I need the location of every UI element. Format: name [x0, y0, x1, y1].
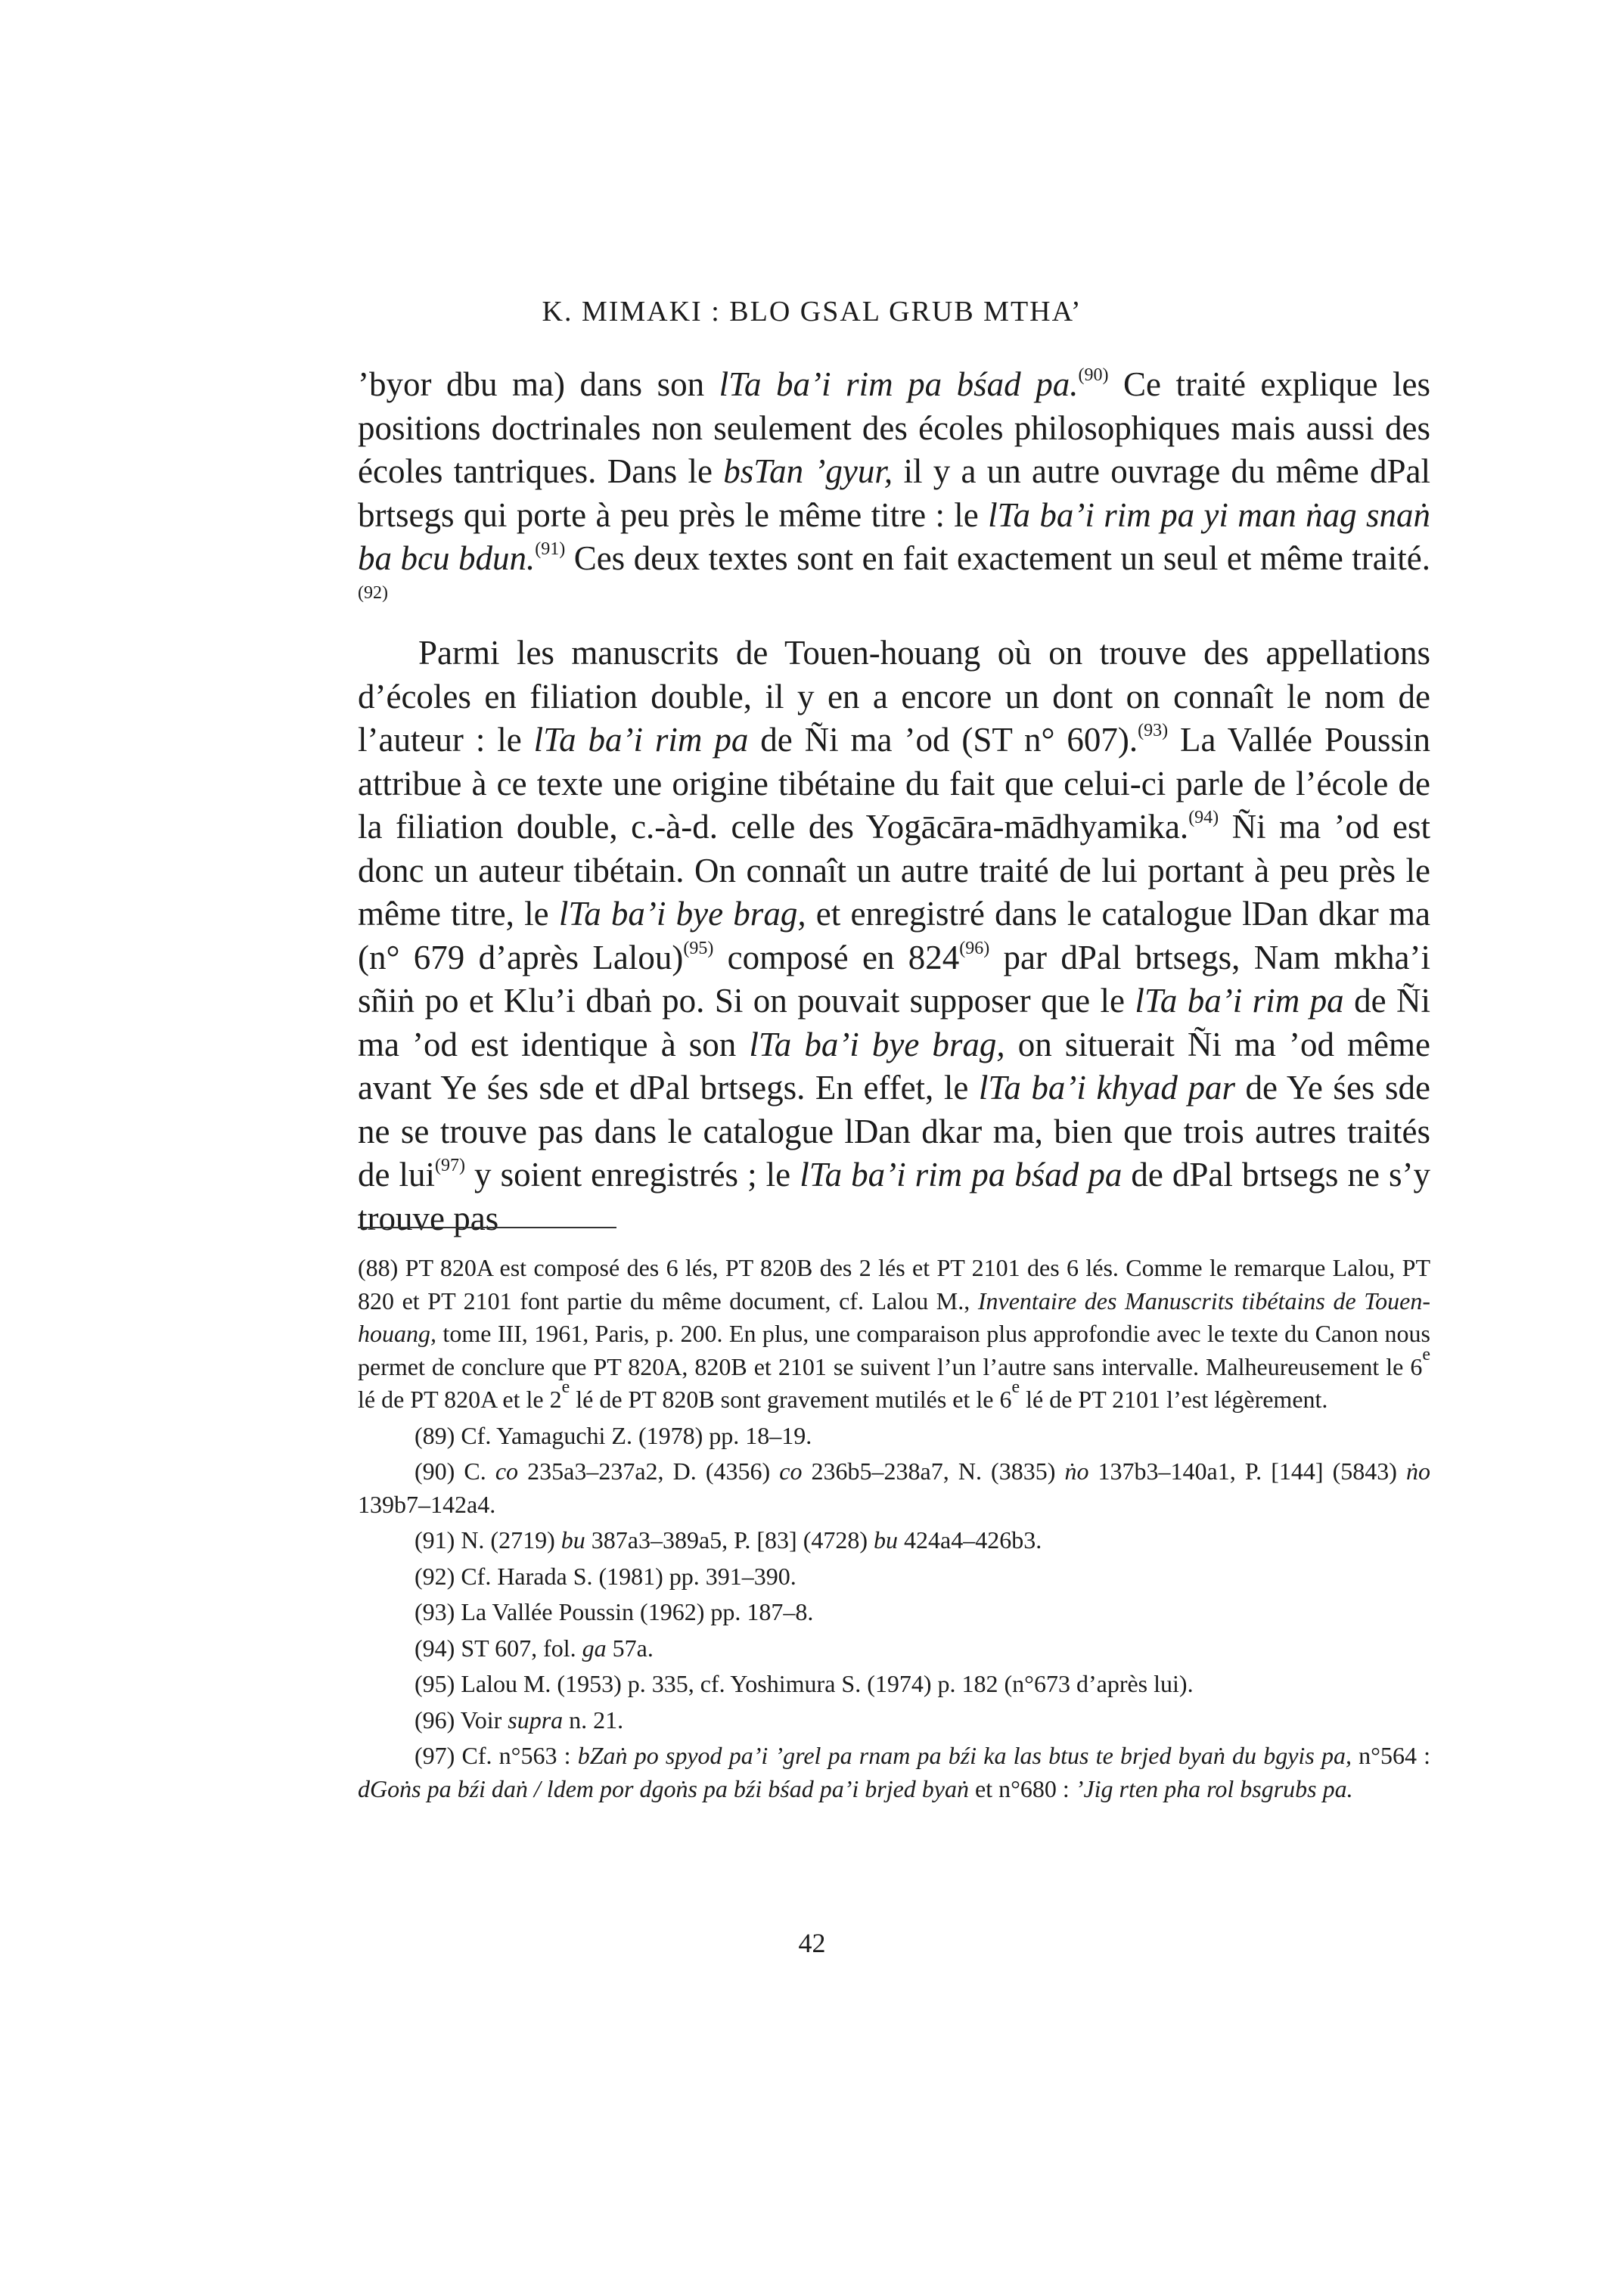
- title-ref: lTa ba’i rim pa yi man ṅag snaṅ ba bcu bdun.: [358, 495, 1430, 577]
- footnote-95: (95) Lalou M. (1953) p. 335, cf. Yoshimura S. (1974) p. 182 (n°673 d’après lui).: [415, 1670, 1194, 1697]
- footnote-ref-97[interactable]: (97): [435, 1156, 466, 1175]
- footnote-ref-93[interactable]: (93): [1138, 721, 1169, 740]
- footnote-ref-94[interactable]: (94): [1188, 808, 1219, 827]
- footnote-separator: [358, 1227, 616, 1228]
- footnote-88: (88) PT 820A est composé des 6 lés, PT 820B des 2 lés et PT 2101 des 6 lés. Comme le remarque Lalou, PT 820 et PT 2101 font partie du même document, cf. Lalou M., Inventaire des Manuscrits tibétains de Touen-houang, tome III, 1961, Paris, p. 200. En plus, une comparaison plus approfondie avec le texte du Canon nous permet de conclure que PT 820A, 820B et 2101 se suivent l’un l’autre sans intervalle. Malheureusement le 6e lé de PT 820A et le 2e lé de PT 820B sont gravement mutilés et le 6e lé de PT 2101 l’est légèrement.: [358, 1254, 1431, 1413]
- title-ref: lTa ba’i rim pa: [533, 721, 749, 759]
- footnote-ref-96[interactable]: (96): [959, 938, 990, 958]
- running-header: K. MIMAKI : BLO GSAL GRUB MTHA’: [542, 296, 1082, 327]
- title-ref: lTa ba’i khyad par: [978, 1069, 1235, 1107]
- footnotes: [358, 1252, 1430, 1808]
- footnote-93: (93) La Vallée Poussin (1962) pp. 187–8.: [415, 1598, 814, 1625]
- title-ref: lTa ba’i bye brag,: [749, 1025, 1005, 1063]
- title-ref: lTa ba’i rim pa: [1135, 982, 1344, 1020]
- footnote-92: (92) Cf. Harada S. (1981) pp. 391–390.: [415, 1562, 796, 1590]
- footnote-94: (94) ST 607, fol. ga 57a.: [415, 1634, 654, 1662]
- footnote-90: (90) C. co 235a3–237a2, D. (4356) co 236b5–238a7, N. (3835) ṅo 137b3–140a1, P. [144] (5843) ṅo 139b7–142a4.: [358, 1457, 1430, 1518]
- footnote-ref-95[interactable]: (95): [683, 938, 714, 958]
- main-text: [358, 363, 1430, 1240]
- page-number: 42: [798, 1928, 826, 1958]
- paragraph-2: Parmi les manuscrits de Touen-houang où on trouve des appellations d’écoles en filiation double, il y en a encore un dont on connaît le nom de l’auteur : le lTa ba’i rim pa de Ñi ma ’od (ST n° 607).$^{(93)}$ La Vallée Poussin attribue à ce texte une origine tibétaine du fait que celui-ci parle de l’école de la filiation double, c.-à-d. celle des Yogācāra-mādhyamika.$^{(94)}$ Ñi ma ’od est donc un auteur tibétain. On connaît un autre traité de lui portant à peu près le même titre, le lTa ba’i bye brag, et enregistré dans le catalogue lDan dkar ma (n° 679 d’après Lalou)$^{(95)}$ composé en 824$^{(96)}$ par dPal brtsegs, Nam mkha’i sñiṅ po et Klu’i dbaṅ po. Si on pouvait supposer que le lTa ba’i rim pa de Ñi ma ’od est identique à son lTa ba’i bye brag, on situerait Ñi ma ’od même avant Ye śes sde et dPal brtsegs. En effet, le lTa ba’i khyad par de Ye śes sde ne se trouve pas dans le catalogue lDan dkar ma, bien que trois autres traités de lui$^{(97)}$ y soient enregistrés ; le lTa ba’i rim pa bśad pa de dPal brtsegs ne s’y trouve pas: [358, 634, 1431, 1237]
- footnote-89: (89) Cf. Yamaguchi Z. (1978) pp. 18–19.: [415, 1421, 812, 1449]
- footnote-ref-92[interactable]: (92): [358, 582, 388, 603]
- footnote-96: (96) Voir supra n. 21.: [415, 1706, 624, 1734]
- title-ref: bsTan ’gyur,: [723, 452, 893, 490]
- footnote-91: (91) N. (2719) bu 387a3–389a5, P. [83] (4728) bu 424a4–426b3.: [415, 1526, 1042, 1554]
- footnote-ref-91[interactable]: (91): [535, 539, 566, 559]
- paragraph-1: ’byor dbu ma) dans son lTa ba’i rim pa bśad pa.$^{(90)}$ Ce traité explique les positions doctrinales non seulement des écoles philosophiques mais aussi des écoles tantriques. Dans le bsTan ’gyur, il y a un autre ouvrage du même dPal brtsegs qui porte à peu près le même titre : le lTa ba’i rim pa yi man ṅag snaṅ ba bcu bdun.$^{(91)}$ Ces deux textes sont en fait exactement un seul et même traité.$^{(92)}$: [358, 365, 1430, 603]
- title-ref: lTa ba’i rim pa bśad pa: [800, 1156, 1123, 1194]
- title-ref: lTa ba’i bye brag,: [558, 895, 806, 933]
- footnote-97: (97) Cf. n°563 : bZaṅ po spyod pa’i ’grel pa rnam pa bźi ka las btus te brjed byaṅ du bgyis pa, n°564 : dGoṅs pa bźi daṅ / ldem por dgoṅs pa bźi bśad pa’i brjed byaṅ et n°680 : ’Jig rten pha rol bsgrubs pa.: [358, 1742, 1431, 1802]
- footnote-ref-90[interactable]: (90): [1078, 365, 1109, 385]
- title-ref: lTa ba’i rim pa bśad pa.: [719, 365, 1079, 403]
